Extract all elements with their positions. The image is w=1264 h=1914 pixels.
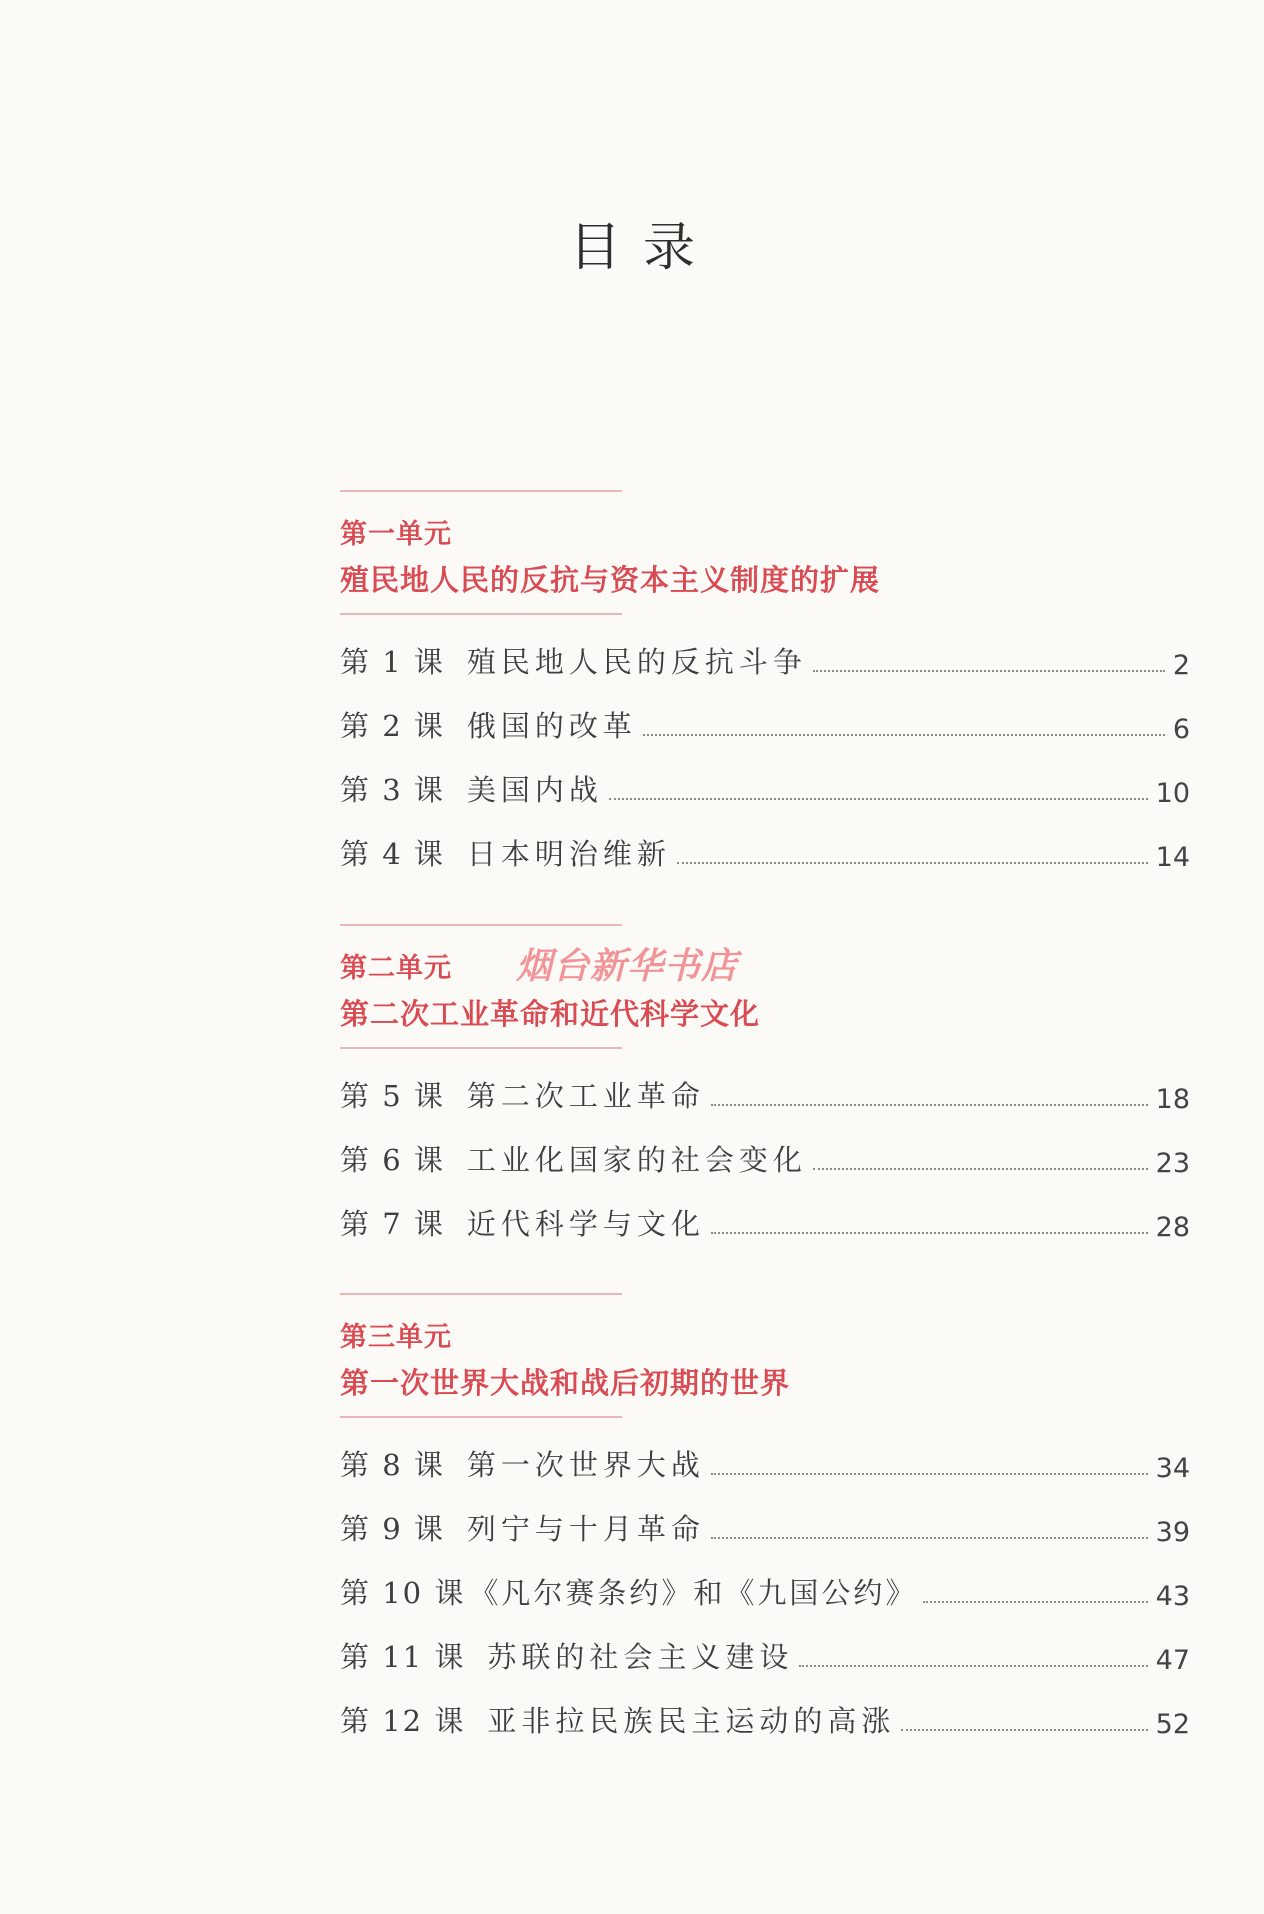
toc-entry-lesson-11[interactable] — [340, 1632, 1190, 1676]
lesson-title: 第二次工业革命 — [466, 1079, 705, 1113]
page-number: 2 — [1172, 650, 1190, 681]
lesson-title: 殖民地人民的反抗斗争 — [466, 645, 807, 679]
lesson-title: 列宁与十月革命 — [466, 1512, 705, 1546]
dot-leader — [711, 1232, 1148, 1234]
unit-2-bottom-rule — [340, 1047, 622, 1049]
lesson-number: 第 9 课 — [340, 1512, 445, 1546]
dot-leader — [799, 1665, 1147, 1667]
page-number: 52 — [1155, 1709, 1190, 1740]
lesson-title: 《凡尔赛条约》和《九国公约》 — [469, 1576, 918, 1610]
page-number: 18 — [1155, 1084, 1190, 1115]
dot-leader — [711, 1537, 1148, 1539]
unit-1-label: 第一单元 — [340, 519, 452, 550]
lesson-title: 第一次世界大战 — [466, 1448, 705, 1482]
page-number: 14 — [1155, 842, 1190, 873]
lesson-number: 第 1 课 — [340, 645, 445, 679]
lesson-number: 第 12 课 — [340, 1704, 466, 1738]
toc-entry-lesson-2[interactable] — [340, 701, 1190, 745]
lesson-number: 第 7 课 — [340, 1207, 445, 1241]
page-number: 23 — [1155, 1148, 1190, 1179]
lesson-title: 工业化国家的社会变化 — [466, 1143, 807, 1177]
lesson-title: 近代科学与文化 — [466, 1207, 705, 1241]
toc-entry-lesson-3[interactable] — [340, 765, 1190, 809]
page-number: 6 — [1172, 714, 1190, 745]
page-number: 43 — [1155, 1581, 1190, 1612]
unit-1-title: 殖民地人民的反抗与资本主义制度的扩展 — [340, 563, 881, 597]
lesson-title: 美国内战 — [466, 773, 603, 807]
dot-leader — [711, 1473, 1148, 1475]
toc-entry-lesson-1[interactable] — [340, 637, 1190, 681]
lesson-title: 日本明治维新 — [466, 837, 671, 871]
dot-leader — [901, 1729, 1147, 1731]
toc-entry-lesson-6[interactable] — [340, 1135, 1190, 1179]
toc-entry-lesson-8[interactable] — [340, 1440, 1190, 1484]
page-number: 28 — [1155, 1212, 1190, 1243]
dot-leader — [813, 670, 1165, 672]
page-number: 10 — [1155, 778, 1190, 809]
dot-leader — [643, 734, 1165, 736]
lesson-number: 第 5 课 — [340, 1079, 445, 1113]
lesson-title: 俄国的改革 — [466, 709, 637, 743]
dot-leader — [711, 1104, 1148, 1106]
dot-leader — [609, 798, 1148, 800]
toc-entry-lesson-10[interactable] — [340, 1568, 1190, 1612]
toc-entry-lesson-12[interactable] — [340, 1696, 1190, 1740]
toc-entry-lesson-4[interactable] — [340, 829, 1190, 873]
unit-2-top-rule — [340, 924, 622, 926]
unit-3-title: 第一次世界大战和战后初期的世界 — [340, 1366, 791, 1400]
lesson-number: 第 3 课 — [340, 773, 445, 807]
lesson-number: 第 10 课 — [340, 1576, 466, 1610]
lesson-number: 第 4 课 — [340, 837, 445, 871]
lesson-title: 亚非拉民族民主运动的高涨 — [487, 1704, 896, 1738]
page-number: 39 — [1155, 1517, 1190, 1548]
toc-entry-lesson-9[interactable] — [340, 1504, 1190, 1548]
dot-leader — [923, 1601, 1147, 1603]
unit-3-top-rule — [340, 1293, 622, 1295]
dot-leader — [677, 862, 1148, 864]
lesson-number: 第 2 课 — [340, 709, 445, 743]
unit-1-top-rule — [340, 490, 622, 492]
unit-2-title: 第二次工业革命和近代科学文化 — [340, 997, 761, 1031]
page-title: 目录 — [568, 218, 717, 278]
lesson-number: 第 8 课 — [340, 1448, 445, 1482]
unit-1-bottom-rule — [340, 613, 622, 615]
lesson-title: 苏联的社会主义建设 — [487, 1640, 794, 1674]
lesson-number: 第 6 课 — [340, 1143, 445, 1177]
toc-entry-lesson-5[interactable] — [340, 1071, 1190, 1115]
toc-entry-lesson-7[interactable] — [340, 1199, 1190, 1243]
page-number: 47 — [1155, 1645, 1190, 1676]
unit-2-label: 第二单元 — [340, 953, 452, 984]
lesson-number: 第 11 课 — [340, 1640, 466, 1674]
bookstore-watermark: 烟台新华书店 — [516, 946, 739, 987]
page-number: 34 — [1155, 1453, 1190, 1484]
unit-3-bottom-rule — [340, 1416, 622, 1418]
unit-3-label: 第三单元 — [340, 1322, 452, 1353]
dot-leader — [813, 1168, 1148, 1170]
